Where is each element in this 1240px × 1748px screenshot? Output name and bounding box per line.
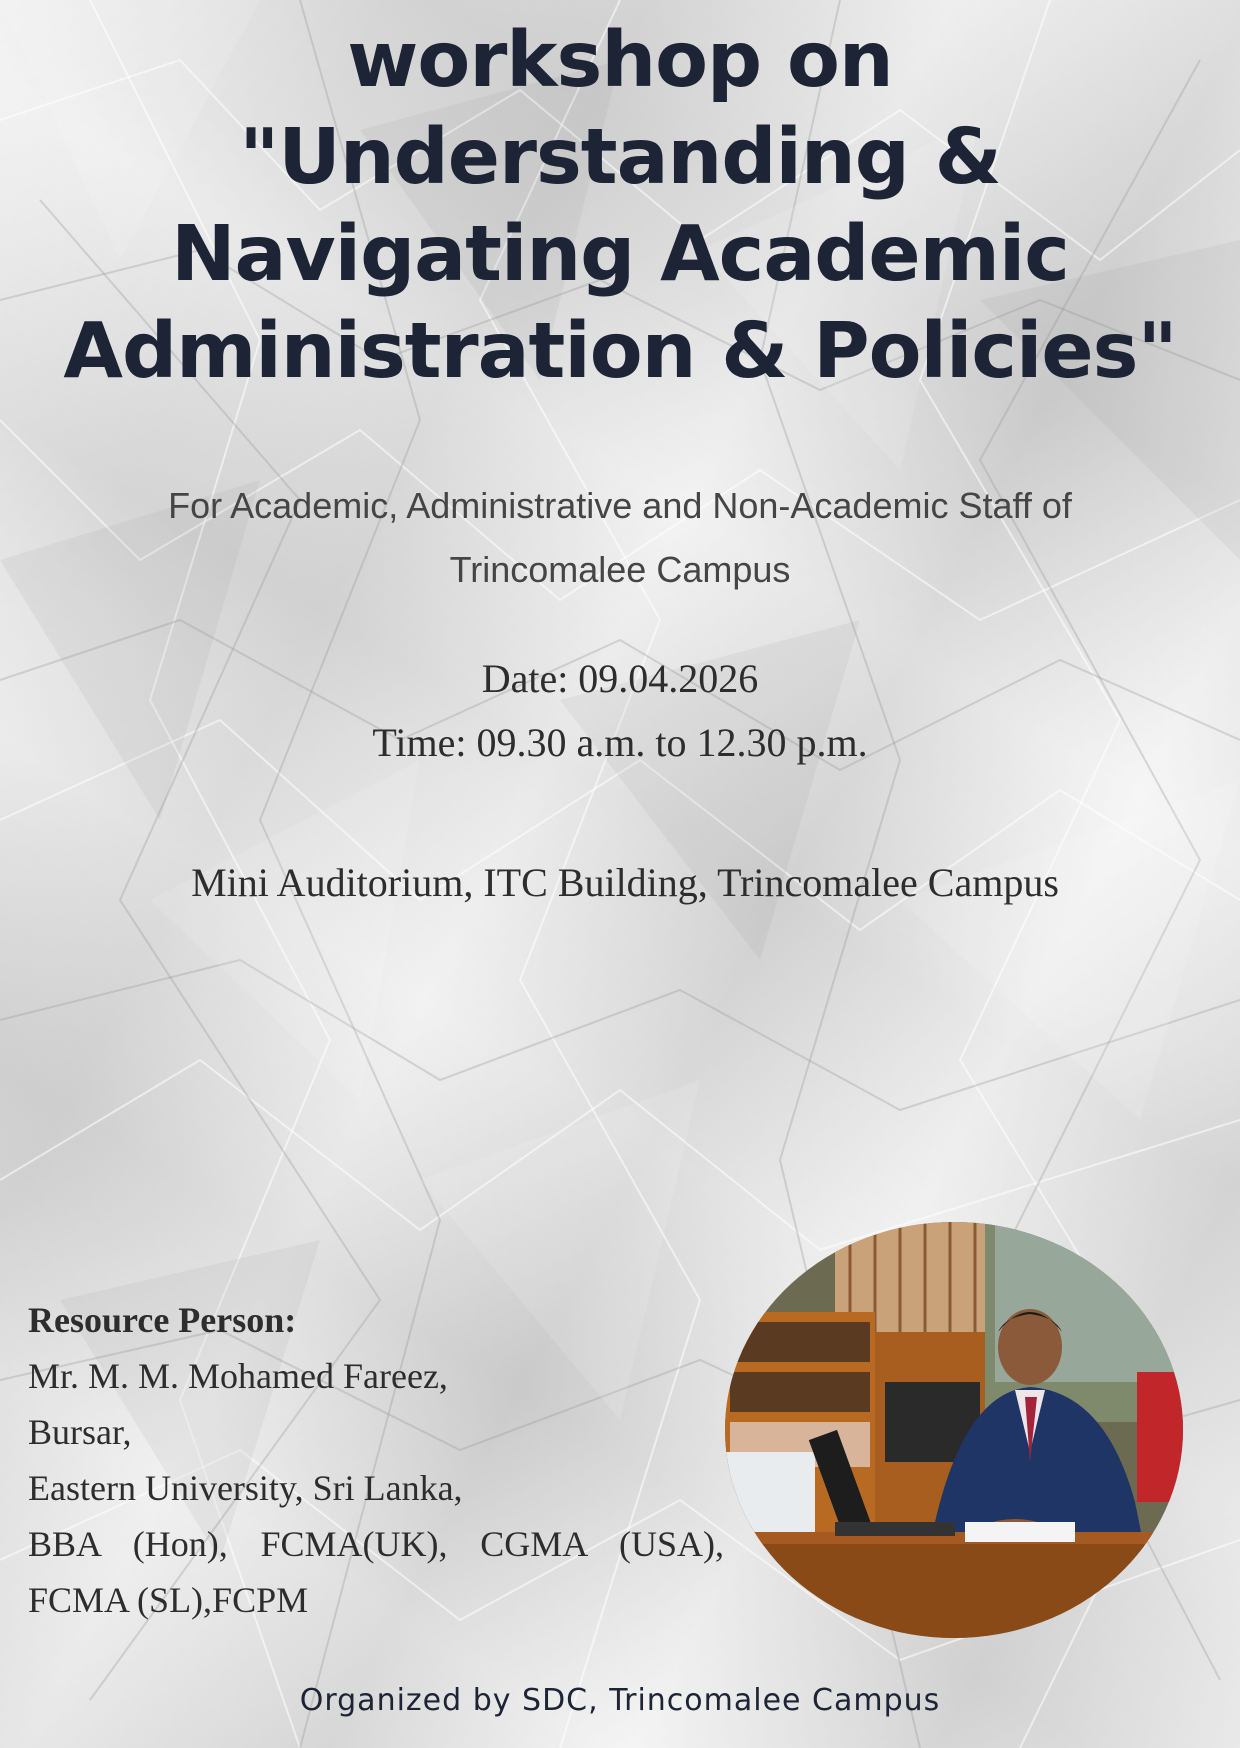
audience-text bbox=[100, 474, 1140, 602]
title-line: "Understanding & bbox=[239, 113, 1001, 202]
resource-person-block bbox=[28, 1292, 728, 1628]
resource-person-institution: Eastern University, Sri Lanka, bbox=[28, 1468, 463, 1508]
resource-person-photo bbox=[725, 1222, 1183, 1638]
office-portrait-illustration bbox=[725, 1222, 1183, 1638]
resource-person-heading: Resource Person: bbox=[28, 1300, 297, 1340]
resource-person-name: Mr. M. M. Mohamed Fareez, bbox=[28, 1356, 448, 1396]
workshop-title bbox=[0, 12, 1240, 400]
event-venue: Mini Auditorium, ITC Building, Trincomalee Campus bbox=[191, 860, 1059, 905]
event-date: Date: 09.04.2026 bbox=[481, 656, 759, 701]
event-time: Time: 09.30 a.m. to 12.30 p.m. bbox=[372, 720, 868, 765]
resource-person-role: Bursar, bbox=[28, 1412, 132, 1452]
organizer-footer: Organized by SDC, Trincomalee Campus bbox=[299, 1683, 941, 1718]
audience-line: For Academic, Administrative and Non-Academic Staff of bbox=[168, 485, 1072, 526]
title-line: Administration & Policies" bbox=[63, 307, 1177, 396]
title-line: Navigating Academic bbox=[171, 210, 1069, 299]
resource-person-qualifications: BBA (Hon), FCMA(UK), CGMA (USA), bbox=[28, 1524, 724, 1564]
title-line: workshop on bbox=[347, 16, 893, 105]
audience-line: Trincomalee Campus bbox=[449, 549, 791, 590]
resource-person-qualifications-cont: FCMA (SL),FCPM bbox=[28, 1580, 309, 1620]
